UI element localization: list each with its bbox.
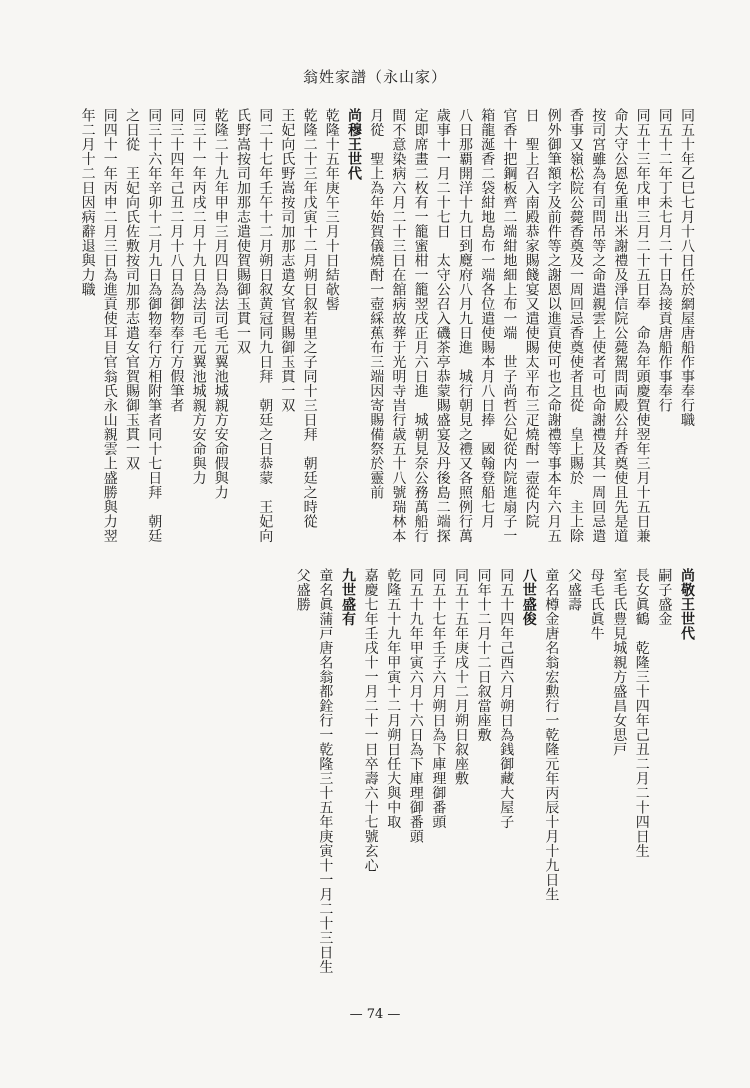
text-column: 月從 聖上為年始賀儀燒酎一壺綵蕉布三端因寄賜備祭於靈前: [368, 108, 385, 500]
text-column: 同五十年乙巳七月十八日任於網屋唐船作事奉行職: [679, 108, 695, 427]
text-column: 同二十七年壬午十二月朔日叙黄冠同九日拜 朝廷之日恭蒙 王妃向: [257, 108, 274, 543]
text-column: 之日從 王妃向氏佐敷按司加那志遣女官賀賜御玉貫一双: [124, 108, 140, 471]
text-column: 箱龍涎香二袋紺地島布一端各位遣使賜本月八日捧 國翰登船七月: [479, 108, 496, 529]
text-column: 同五十九年甲寅六月十六日為下庫理御番頭: [407, 568, 424, 844]
text-column: 父盛壽: [566, 568, 582, 612]
text-column: 嗣子盛金: [656, 568, 673, 626]
text-column: 父盛勝: [294, 568, 311, 612]
text-column: 室毛氏豊見城親方盛昌女思戸: [611, 568, 628, 757]
text-column: 同三十四年己丑二月十八日為御物奉行方假筆者: [168, 108, 185, 413]
text-column: 乾隆十五年庚午三月十日結欹髻: [323, 108, 340, 311]
text-column: 尚敬王世代: [679, 568, 695, 641]
text-column: 八世盛俊: [520, 568, 537, 626]
page-header: 翁姓家譜（永山家）: [302, 68, 447, 86]
text-column: 例外御筆額字及前件等之謝恩以進貢使可也之命謝禮等事本年六月五: [545, 108, 562, 543]
text-column: 命大守公恩免重出米謝禮及淨信院公薨駕問両殿公幷香奠使且先是道: [612, 108, 629, 543]
text-column: 八日那覇開洋十九日到麑府八月九日進 城行朝見之禮又各照例行萬: [457, 108, 473, 543]
text-column: 乾隆二十九年甲申三月四日為法司毛元翼池城親方安命假與力: [212, 108, 229, 500]
text-column: 童名眞蒲戸唐名翁都銓行一乾隆三十五年庚寅十一月二十三日生: [317, 568, 334, 974]
text-column: 同五十五年庚戌十二月朔日叙座敷: [453, 568, 469, 786]
text-column: 同五十三年戊申三月二十五日奉 命為年頭慶賀使翌年三月十五日兼: [634, 108, 651, 543]
text-column: 童名樽金唐名翁宏勲行一乾隆元年丙辰十月十九日生: [543, 568, 560, 902]
page-number: — 74 —: [349, 1007, 401, 1022]
text-column: 母毛氏眞牛: [588, 568, 605, 641]
text-column: 香事又嶺松院公薨香奠及一周回忌香奠使者且從 皇上賜於 主上除: [568, 108, 584, 543]
text-column: 乾隆二十三年戊寅十二月朔日叙若里之子同十三日拜 朝廷之時從: [301, 108, 318, 529]
text-column: 九世盛有: [340, 568, 356, 626]
text-column: 定即席畫二枚有一籠蜜柑一籠翌戌正月六日進 城朝見奈公務萬船行: [412, 108, 429, 543]
text-column: 同四十一年丙申二月三日為進貢使耳目官翁氏永山親雲上盛勝與力翌: [101, 108, 118, 543]
text-column: 官香十把鋼板齊二端紺地細上布一端 世子尚哲公妃從内院進扇子一: [501, 108, 518, 543]
text-column: 同年十二月十二日叙當座敷: [475, 568, 492, 742]
text-column: 同五十二年丁未七月二十日為接貢唐船作事奉行: [656, 108, 673, 413]
text-column: 乾隆五十九年甲寅十二月朔日任大與中取: [385, 568, 402, 829]
text-column: 日 聖上召入南殿恭家賜餞宴又遣使賜太平布三疋燒酎一壺從内院: [523, 108, 540, 529]
text-column: 長女眞鶴 乾隆三十四年己丑二月二十四日生: [633, 568, 650, 858]
text-column: 同三十一年丙戌二月十九日為法司毛元翼池城親方安命與力: [190, 108, 207, 485]
text-column: 同五十七年壬子六月朔日為下庫理御番頭: [430, 568, 447, 829]
text-column: 同五十四年己酉六月朔日為銭御藏大屋子: [498, 568, 515, 829]
text-column: 嘉慶七年壬戌十一月二十一日卒壽六十七號玄心: [362, 568, 379, 873]
text-column: 同三十六年辛卯十二月九日為御物奉行方相附筆者同十七日拜 朝廷: [146, 108, 163, 543]
text-column: 按司宮雖為有司問吊等之命遣親雲上使者可也命謝禮及其一周回忌遣: [590, 108, 607, 543]
text-column: 歳事十一月二十七日 太守公召入磯茶亭恭蒙賜盛宴及丹後島二端探: [434, 108, 451, 543]
text-column: 尚穆王世代: [346, 108, 362, 181]
text-column: 年二月十二日因病辭退與力職: [79, 108, 96, 297]
text-column: 間不意染病六月二十三日在舘病故葬于光明寺旹行歳五十八號瑞林本: [390, 108, 407, 543]
text-column: 王妃向氏野嵩按司加那志遣女官賀賜御玉貫一双: [279, 108, 296, 413]
text-column: 氏野嵩按司加那志遣使賀賜御玉貫一双: [235, 108, 251, 355]
